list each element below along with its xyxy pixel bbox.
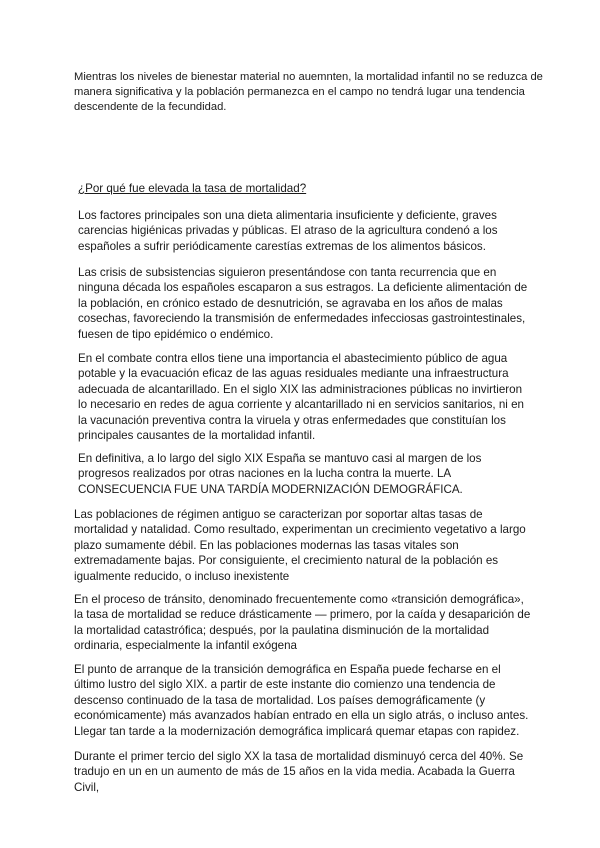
paragraph-crisis: Las crisis de subsistencias siguieron presentándose con tanta recurrencia que en ninguna década los españoles escaparon a sus estragos. La deficiente alimentación de la población, en crónico estado de desnutrición, se agravaba en los años de malas cosechas, favoreciendo la transmisión de enfermedades infecciosas gastrointestinales, fuesen de tipo epidémico o endémico. — [78, 266, 528, 341]
paragraph-combate: En el combate contra ellos tiene una importancia el abastecimiento público de agua potable y la evacuación eficaz de las aguas residuales mediante una infraestructura adecuada de alcantarillado. En el siglo XIX las administraciones públicas no invirtieron lo necesario en redes de agua corriente y alcantarillado ni en servicios sanitarios, ni en la vacunación preventiva contra la viruela y otras enfermedades que constituían los principales causantes de la mortalidad infantil. — [78, 352, 524, 443]
section-question-heading: ¿Por qué fue elevada la tasa de mortalidad? — [78, 182, 307, 195]
paragraph-transito: En el proceso de tránsito, denominado frecuentemente como «transición demográfica», la tasa de mortalidad se reduce drásticamente — primero, por la caída y desaparición de la mortalidad catastrófica; después, por la paulatina disminución de la mortalidad ordinaria, especialmente la infantil exógena — [74, 593, 531, 653]
paragraph-definitiva: En definitiva, a lo largo del siglo XIX España se mantuvo casi al margen de los progresos realizados por otras naciones en la lucha contra la muerte. LA CONSECUENCIA FUE UNA TARDÍA MODERNIZACIÓN DEMOGRÁFICA. — [78, 452, 482, 496]
paragraph-siglo-xx: Durante el primer tercio del siglo XX la tasa de mortalidad disminuyó cerca del 40%. Se tradujo en un en un aumento de más de 15 años en la vida media. Acabada la Guerra Civil, — [74, 750, 524, 794]
intro-paragraph: Mientras los niveles de bienestar material no auemnten, la mortalidad infantil no se reduzca de manera significativa y la población permanezca en el campo no tendrá lugar una tendencia descendente de la fecundidad. — [74, 71, 543, 113]
paragraph-arranque: El punto de arranque de la transición demográfica en España puede fecharse en el último lustro del siglo XIX. a partir de este instante dio comienzo una tendencia de descenso continuado de la tasa de mortalidad. Los países demográficamente (y económicamente) más avanzados habían entrado en ella un siglo atrás, o incluso antes. Llegar tan tarde a la modernización demográfica implicará quemar etapas con rapidez. — [74, 663, 529, 738]
paragraph-regimen-antiguo: Las poblaciones de régimen antiguo se caracterizan por soportar altas tasas de mortalidad y natalidad. Como resultado, experimentan un crecimiento vegetativo a largo plazo sumamente débil. En las poblaciones modernas las tasas vitales son extremadamente bajas. Por consiguiente, el crecimiento natural de la población es igualmente reducido, o incluso inexistente — [74, 508, 526, 583]
paragraph-factores: Los factores principales son una dieta alimentaria insuficiente y deficiente, graves carencias higiénicas privadas y públicas. El atraso de la agricultura condenó a los españoles a sufrir periódicamente carestías extremas de los alimentos básicos. — [78, 209, 498, 253]
